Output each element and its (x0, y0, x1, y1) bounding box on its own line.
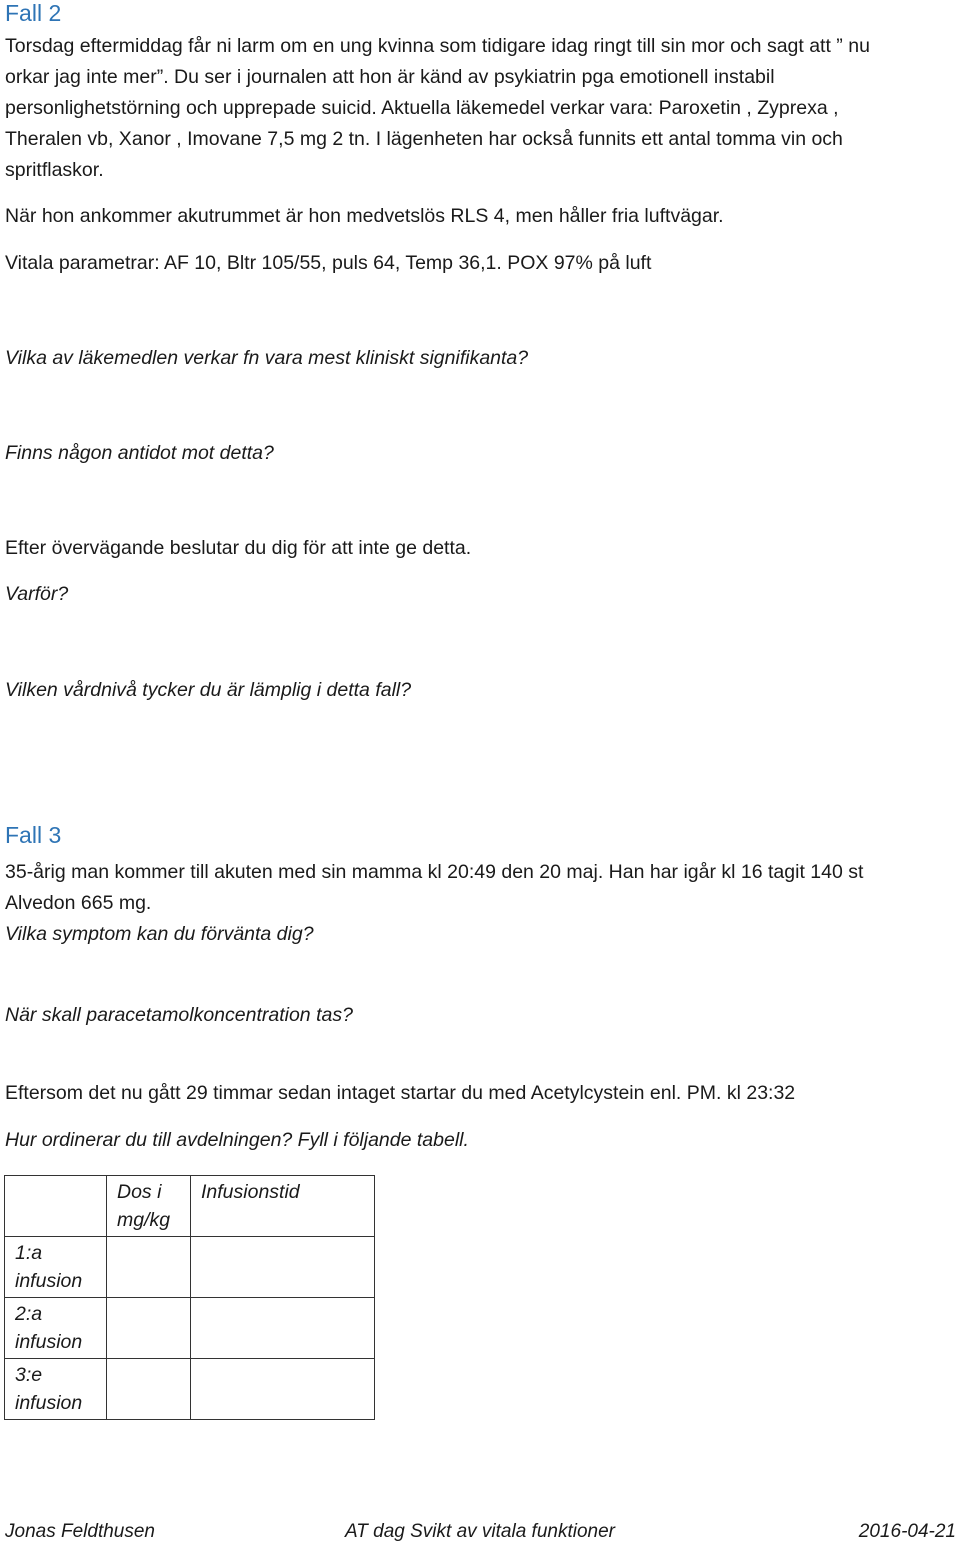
fall2-intro (5, 31, 950, 186)
fall3-intro-line: Alvedon 665 mg. (5, 892, 152, 914)
fall3-intro-line: 35-årig man kommer till akuten med sin mamma kl 20:49 den 20 maj. Han har igår kl 16 tagit 140 st (5, 861, 864, 883)
table-header-row (5, 1176, 375, 1237)
table-header-cell: Dos i mg/kg (107, 1176, 191, 1237)
table-cell[interactable] (191, 1359, 375, 1420)
table-row (5, 1237, 375, 1298)
footer-author: Jonas Feldthusen (5, 1521, 155, 1542)
fall2-decision: Efter övervägande beslutar du dig för att inte ge detta. (5, 537, 472, 559)
infusion-table (4, 1175, 375, 1420)
fall2-question-care-level: Vilken vårdnivå tycker du är lämplig i detta fall? (5, 679, 412, 701)
fall2-intro-line: personlighetstörning och upprepade suicid. Aktuella läkemedel verkar vara: Paroxetin , Zyprexa , (5, 97, 839, 119)
fall2-vitals: Vitala parametrar: AF 10, Bltr 105/55, puls 64, Temp 36,1. POX 97% på luft (5, 252, 652, 274)
table-row (5, 1298, 375, 1359)
footer-title: AT dag Svikt av vitala funktioner (345, 1521, 615, 1542)
fall3-question-order: Hur ordinerar du till avdelningen? Fyll i följande tabell. (5, 1129, 469, 1151)
table-cell: 3:e infusion (5, 1359, 107, 1420)
table-cell[interactable] (107, 1298, 191, 1359)
fall2-intro-line: Theralen vb, Xanor , Imovane 7,5 mg 2 tn. I lägenheten har också funnits ett antal tomma vin och (5, 128, 843, 150)
fall2-intro-line: spritflaskor. (5, 159, 104, 181)
fall2-question-antidote: Finns någon antidot mot detta? (5, 442, 274, 464)
fall3-question-sampling: När skall paracetamolkoncentration tas? (5, 1004, 353, 1026)
table-cell: 2:a infusion (5, 1298, 107, 1359)
table-cell[interactable] (107, 1237, 191, 1298)
fall3-question-symptoms: Vilka symptom kan du förvänta dig? (5, 923, 314, 945)
fall2-question-why: Varför? (5, 583, 69, 605)
table-header-cell: Infusionstid (191, 1176, 375, 1237)
table-row (5, 1359, 375, 1420)
fall2-heading: Fall 2 (5, 0, 62, 26)
table-cell[interactable] (191, 1298, 375, 1359)
fall2-intro-line: orkar jag inte mer”. Du ser i journalen att hon är känd av psykiatrin pga emotionell instabil (5, 66, 775, 88)
fall2-question-drugs: Vilka av läkemedlen verkar fn vara mest kliniskt signifikanta? (5, 347, 529, 369)
table-cell: 1:a infusion (5, 1237, 107, 1298)
fall2-intro-line: Torsdag eftermiddag får ni larm om en ung kvinna som tidigare idag ringt till sin mor och sagt att ” nu (5, 35, 870, 57)
fall2-arrival: När hon ankommer akutrummet är hon medvetslös RLS 4, men håller fria luftvägar. (5, 205, 724, 227)
table-cell[interactable] (107, 1359, 191, 1420)
fall3-heading: Fall 3 (5, 822, 62, 848)
fall3-statement: Eftersom det nu gått 29 timmar sedan intaget startar du med Acetylcystein enl. PM. kl 23:32 (5, 1082, 796, 1104)
table-cell[interactable] (191, 1237, 375, 1298)
table-header-cell (5, 1176, 107, 1237)
footer-date: 2016-04-21 (858, 1521, 956, 1542)
fall3-intro (5, 857, 950, 950)
